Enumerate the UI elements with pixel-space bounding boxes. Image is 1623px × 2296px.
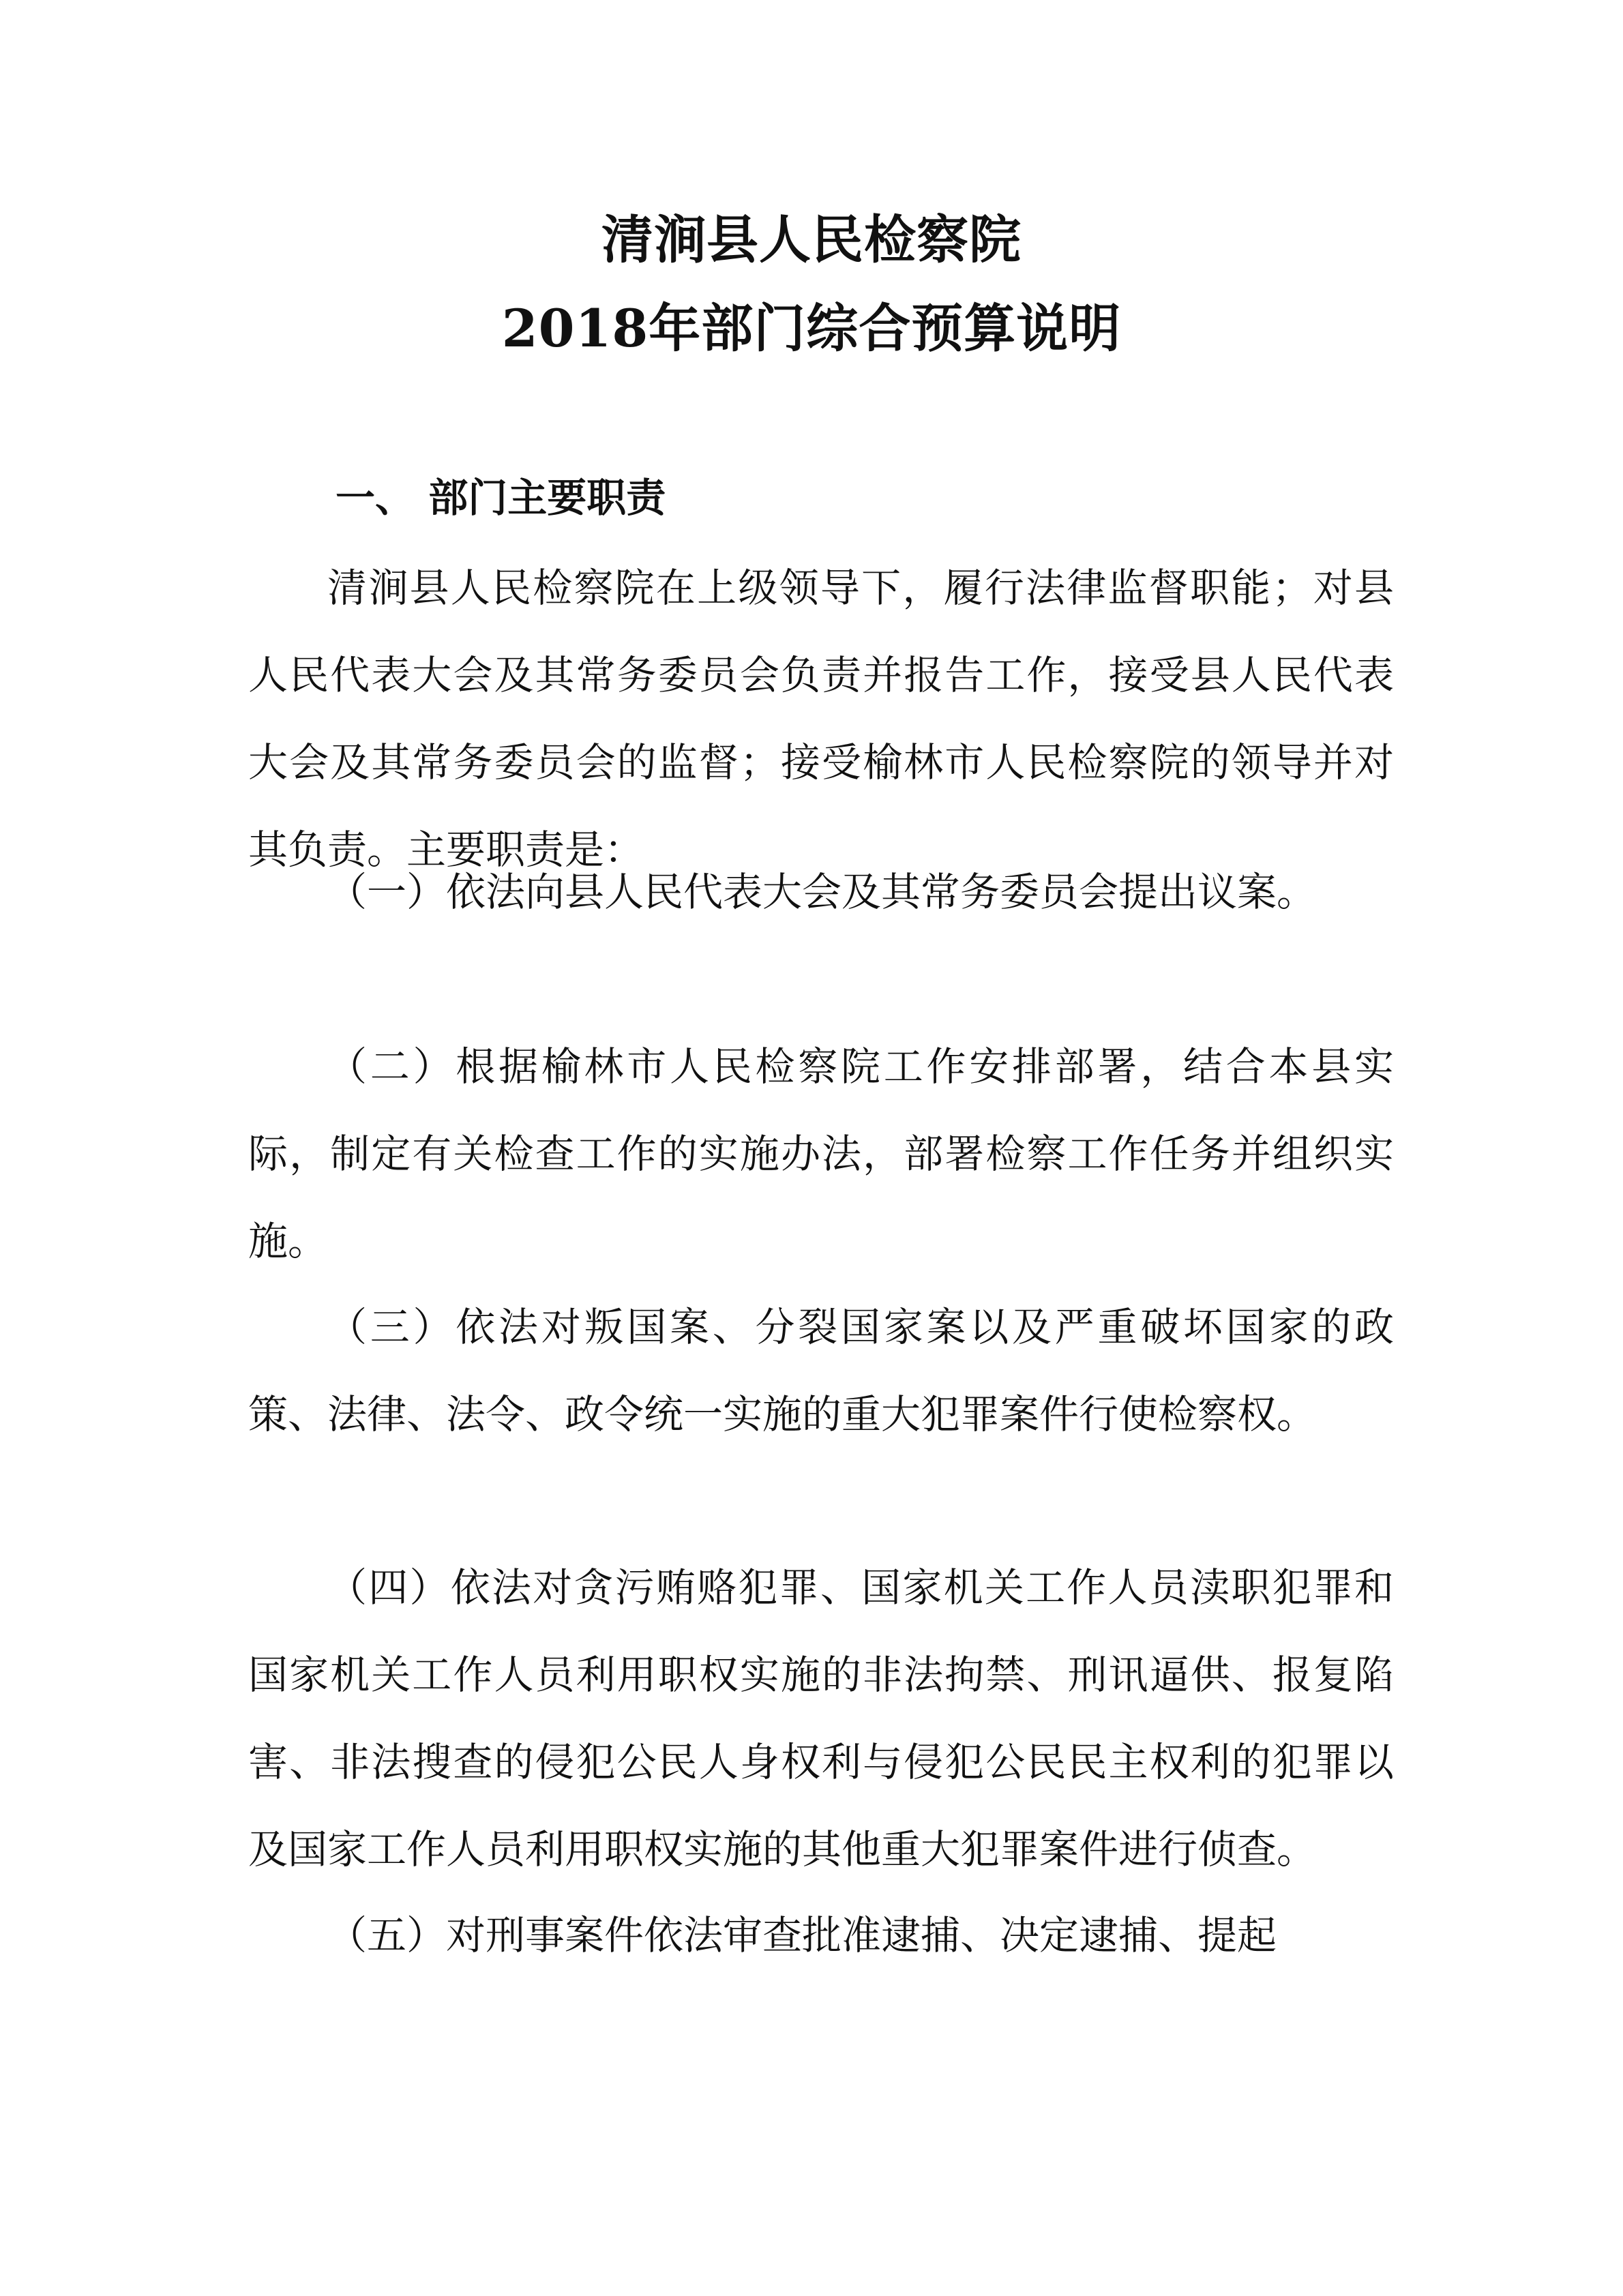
intro-paragraph: 清涧县人民检察院在上级领导下，履行法律监督职能；对县人民代表大会及其常务委员会负责并报告工作，接受县人民代表大会及其常务委员会的监督；接受榆林市人民检察院的领导并对其负责。主要职责是： [248,565,1394,873]
section-heading: 一、 部门主要职责 [336,475,666,521]
duty-paragraph-2: （二）根据榆林市人民检察院工作安排部署，结合本县实际，制定有关检查工作的实施办法，部署检察工作任务并组织实施。 [248,1043,1394,1264]
duty-paragraph-3: （三）依法对叛国案、分裂国家案以及严重破坏国家的政策、法律、法令、政令统一实施的重大犯罪案件行使检察权。 [248,1304,1394,1437]
duty-paragraph-1: （一）依法向县人民代表大会及其常务委员会提出议案。 [327,869,1317,915]
duty-paragraph-5: （五）对刑事案件依法审查批准逮捕、决定逮捕、提起 [327,1912,1277,1958]
document-title-line2: 2018年部门综合预算说明 [501,298,1122,359]
document-title-line1: 清涧县人民检察院 [601,209,1022,270]
duty-paragraph-4: （四）依法对贪污贿赂犯罪、国家机关工作人员渎职犯罪和国家机关工作人员利用职权实施的非法拘禁、刑讯逼供、报复陷害、非法搜查的侵犯公民人身权利与侵犯公民民主权利的犯罪以及国家工作人员利用职权实施的其他重大犯罪案件进行侦查。 [248,1564,1394,1873]
